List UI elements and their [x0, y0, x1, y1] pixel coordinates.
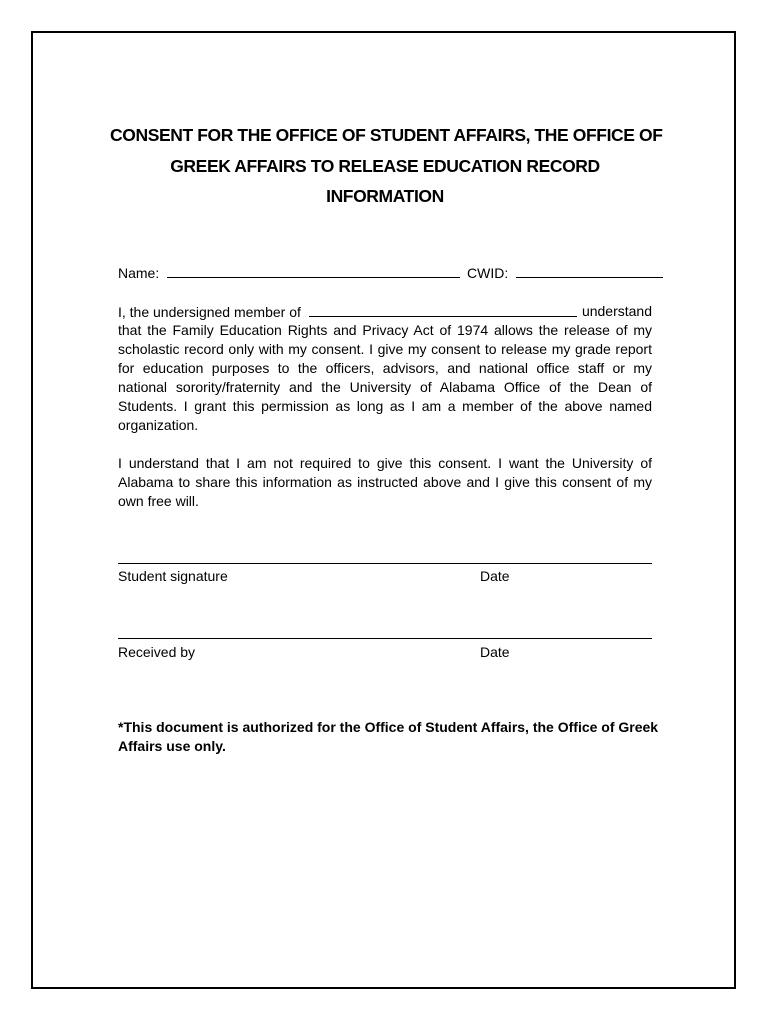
name-label: Name:	[118, 265, 160, 281]
understand-text: understand	[581, 303, 652, 319]
cwid-label: CWID:	[467, 265, 509, 281]
paragraph-1-line-2: that the Family Education Rights and Privacy Act of 1974 allows the release of my	[118, 322, 652, 338]
paragraph-2-line-1: I understand that I am not required to give this consent. I want the University of	[118, 455, 652, 471]
received-by-line[interactable]	[118, 638, 652, 639]
name-field[interactable]	[167, 263, 460, 278]
received-date-label: Date	[480, 644, 510, 660]
received-by-label: Received by	[118, 644, 196, 660]
student-signature-line[interactable]	[118, 563, 652, 564]
signature-date-label: Date	[480, 568, 510, 584]
member-of-label: I, the undersigned member of	[118, 304, 301, 320]
paragraph-1-line-6: Students. I grant this permission as long as I am a member of the above named	[118, 398, 652, 414]
authorization-notice-line-1: *This document is authorized for the Office of Student Affairs, the Office of Greek	[118, 719, 659, 735]
student-signature-label: Student signature	[118, 568, 228, 584]
paragraph-1-line-4: for education purposes to the officers, advisors, and national office staff or my	[118, 360, 652, 376]
name-cwid-row	[118, 263, 652, 283]
title-line-3: INFORMATION	[326, 186, 444, 206]
paragraph-2-line-3: own free will.	[118, 493, 199, 509]
title-line-1: CONSENT FOR THE OFFICE OF STUDENT AFFAIRS, THE OFFICE OF	[110, 125, 663, 145]
title-line-2: GREEK AFFAIRS TO RELEASE EDUCATION RECORD	[170, 155, 600, 176]
paragraph-1-line-1	[118, 302, 652, 322]
paragraph-1-line-7: organization.	[118, 417, 199, 433]
paragraph-1-line-5: national sorority/fraternity and the University of Alabama Office of the Dean of	[118, 379, 652, 395]
document-title	[110, 120, 663, 212]
organization-field[interactable]	[309, 302, 577, 317]
paragraph-2-line-2: Alabama to share this information as instructed above and I give this consent of my	[118, 474, 652, 490]
authorization-notice-line-2: Affairs use only.	[118, 738, 226, 754]
paragraph-1-line-3: scholastic record only with my consent. I give my consent to release my grade report	[118, 341, 652, 357]
cwid-field[interactable]	[516, 263, 663, 278]
